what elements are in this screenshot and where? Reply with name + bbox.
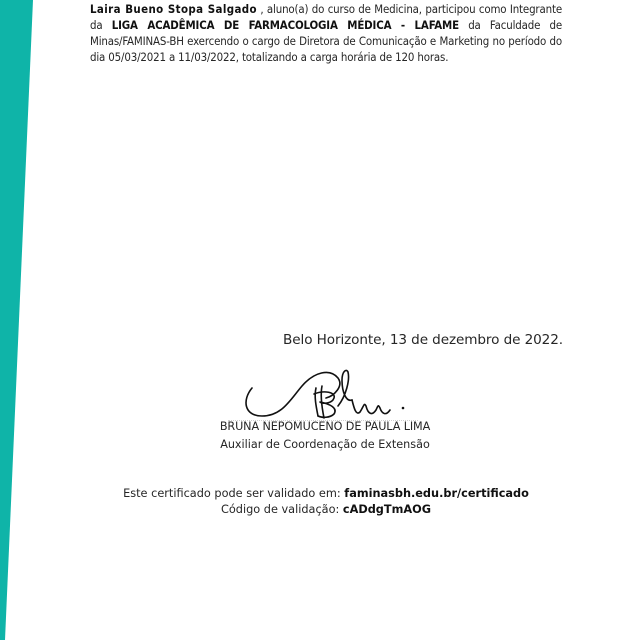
validation-code: cADdgTmAOG — [342, 503, 431, 516]
league-name: LIGA ACADÊMICA DE FARMACOLOGIA MÉDICA - LAFAME — [111, 18, 459, 32]
body-text-part-2: da Faculdade de Minas/FAMINAS-BH exercendo o cargo de Diretora de Comunicação e Marketing no período do dia 05/03/2021 a 11/03/2022, totalizando a carga horária de 120 horas. — [90, 18, 563, 64]
signer-role: Auxiliar de Coordenação de Extensão — [220, 438, 430, 451]
decorative-teal-band — [0, 0, 40, 640]
student-name: Laira Bueno Stopa Salgado — [90, 2, 257, 16]
place-and-date: Belo Horizonte, 13 de dezembro de 2022. — [283, 332, 563, 348]
validation-url-link[interactable]: faminasbh.edu.br/certificado — [344, 487, 529, 500]
certificate-body-paragraph — [90, 1, 562, 65]
validation-code-prefix: Código de validação: — [220, 503, 343, 516]
body-text-part-1: , aluno(a) do curso de Medicina, participou como Integrante da — [90, 2, 562, 32]
validation-url-prefix: Este certificado pode ser validado em: — [123, 487, 345, 500]
validation-code-line — [90, 502, 562, 518]
handwritten-signature — [238, 366, 408, 422]
validation-url-line — [90, 486, 562, 502]
signer-name: BRUNA NEPOMUCENO DE PAULA LIMA — [219, 420, 431, 433]
